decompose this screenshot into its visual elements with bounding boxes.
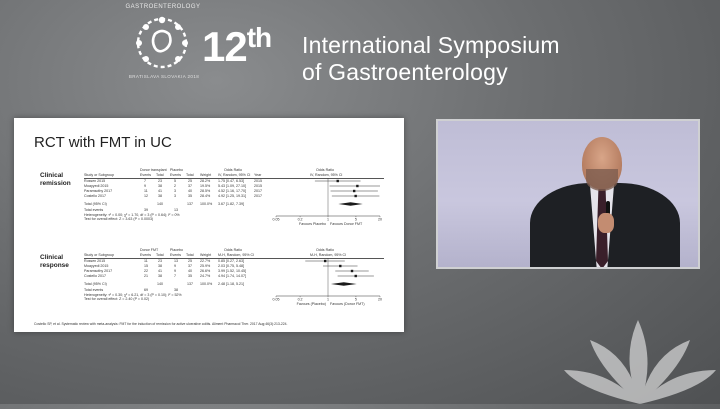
axis-tick-label: 5 — [354, 297, 357, 302]
header-plot-method: M-H, Random, 95% CI — [310, 253, 347, 257]
study-point-estimate — [324, 260, 326, 262]
group1-events: 11 — [144, 189, 148, 193]
study-point-estimate — [337, 180, 339, 182]
study-name: Rossen 2015 — [84, 179, 106, 183]
header-g2-total: Total — [186, 253, 194, 257]
header-study: Study or Subgroup — [84, 253, 114, 257]
total-ci-value: 3.67 [1.82, 7.39] — [218, 202, 244, 206]
total-ci-t2: 137 — [187, 202, 193, 206]
header-year: Year — [254, 173, 262, 177]
total-ci-label: Total (95% CI) — [84, 282, 107, 286]
heterogeneity-text: Heterogeneity: τ² = 0.30; χ² = 6.21, df = 3 (P = 0.10); I² = 52% — [84, 292, 182, 297]
group2-events: 3 — [174, 189, 176, 193]
section1-label-line1: Clinical — [40, 172, 64, 179]
study-year: 2015 — [254, 184, 262, 188]
study-name: Costello 2017 — [84, 274, 106, 278]
header-g1-total: Total — [156, 253, 164, 257]
header-g2-total: Total — [186, 173, 194, 177]
header-plot-method: IV, Random, 95% CI — [310, 173, 343, 177]
forest-plot-svg — [272, 168, 384, 238]
group1-total: 23 — [158, 259, 162, 263]
total-events-e2: 13 — [174, 208, 178, 212]
study-point-estimate — [354, 195, 356, 197]
study-name: Costello 2017 — [84, 194, 106, 198]
favours-right-label: Favours (Donor FMT) — [330, 302, 365, 306]
header-plot-title: Odds Ratio — [316, 168, 334, 172]
header-group1: Donor FMT — [140, 248, 159, 252]
group2-events: 9 — [174, 264, 176, 268]
section2-label-line2: response — [40, 262, 69, 270]
logo-location-text: BRATISLAVA SLOVAKIA 2018 — [128, 74, 200, 79]
total-ci-value: 2.48 [1.18, 5.21] — [218, 282, 244, 286]
speaker-video — [436, 119, 700, 269]
group1-total: 38 — [158, 274, 162, 278]
group1-events: 9 — [144, 184, 146, 188]
header-g1-events: Events — [140, 173, 151, 177]
speaker-beard — [586, 169, 618, 191]
group1-total: 23 — [158, 179, 162, 183]
group2-total: 40 — [188, 189, 192, 193]
speaker-hand — [598, 213, 614, 233]
total-ci-t1: 140 — [157, 282, 163, 286]
group1-events: 7 — [144, 179, 146, 183]
edition-suffix: th — [246, 22, 272, 53]
study-year: 2017 — [254, 194, 262, 198]
total-ci-t1: 140 — [157, 202, 163, 206]
axis-tick-label: 1 — [327, 297, 329, 302]
symposium-title-line1: International Symposium — [302, 32, 560, 58]
study-name: Moayyedi 2015 — [84, 264, 109, 268]
study-point-estimate — [355, 275, 357, 277]
group1-total: 38 — [158, 264, 162, 268]
event-header — [0, 0, 720, 100]
study-point-estimate — [351, 270, 353, 272]
favours-left-label: Favours Placebo — [299, 222, 326, 226]
section2-label-line1: Clinical — [40, 254, 64, 261]
group2-total: 40 — [188, 269, 192, 273]
axis-tick-label: 5 — [354, 217, 357, 222]
total-ci-label: Total (95% CI) — [84, 202, 107, 206]
study-ci: 2.03 [0.75, 5.48] — [218, 264, 244, 268]
study-year: 2017 — [254, 189, 262, 193]
group2-events: 2 — [174, 184, 176, 188]
symposium-logo — [133, 14, 191, 72]
study-name: Paramsothy 2017 — [84, 189, 113, 193]
favours-left-label: Favours (Placebo) — [296, 302, 326, 306]
group1-total: 41 — [158, 189, 162, 193]
section1-label-line2: remission — [40, 180, 71, 188]
group1-events: 15 — [144, 264, 148, 268]
group2-events: 9 — [174, 269, 176, 273]
header-g1-total: Total — [156, 173, 164, 177]
header-or-title: Odds Ratio — [224, 248, 242, 252]
overall-effect-text: Test for overall effect: Z = 2.40 (P = 0.02) — [84, 297, 150, 301]
group1-total: 41 — [158, 269, 162, 273]
group2-total: 37 — [188, 264, 192, 268]
total-ci-weight: 100.0% — [200, 202, 213, 206]
header-group2: Placebo — [170, 168, 183, 172]
section2-label — [40, 254, 69, 270]
study-name: Moayyedi 2015 — [84, 184, 109, 188]
heterogeneity-text: Heterogeneity: τ² = 0.00; χ² = 1.70, df = 3 (P = 0.64); I² = 0% — [84, 212, 180, 217]
total-ci-weight: 100.0% — [200, 282, 213, 286]
forest-plot-remission — [84, 168, 394, 238]
header-plot-title: Odds Ratio — [316, 248, 334, 252]
study-weight: 26.6% — [200, 269, 211, 273]
group2-total: 35 — [188, 274, 192, 278]
study-ci: 5.43 [1.09, 27.10] — [218, 184, 246, 188]
group2-events: 13 — [174, 259, 178, 263]
header-or-method: IV, Random, 95% CI — [218, 173, 251, 177]
group2-total: 37 — [188, 184, 192, 188]
group2-total: 25 — [188, 259, 192, 263]
edition-digit: 12 — [202, 23, 247, 70]
group1-total: 38 — [158, 184, 162, 188]
header-or-title: Odds Ratio — [224, 168, 242, 172]
lotus-decoration — [560, 300, 720, 404]
overall-effect-text: Test for overall effect: Z = 3.63 (P = 0.0003) — [84, 217, 154, 221]
header-weight: Weight — [200, 173, 212, 177]
slide-title: RCT with FMT in UC — [34, 134, 172, 151]
total-events-label: Total events — [84, 208, 104, 212]
study-weight: 28.4% — [200, 194, 211, 198]
study-weight: 24.7% — [200, 274, 211, 278]
axis-tick-label: 0.05 — [272, 297, 280, 302]
study-ci: 1.75 [0.47, 6.53] — [218, 179, 244, 183]
group1-events: 22 — [144, 269, 148, 273]
study-point-estimate — [339, 265, 341, 267]
group1-events: 12 — [144, 194, 148, 198]
pooled-estimate-diamond — [338, 202, 362, 206]
study-point-estimate — [356, 185, 358, 187]
axis-tick-label: 0.2 — [297, 297, 303, 302]
header-group2: Placebo — [170, 248, 183, 252]
group2-events: 5 — [174, 179, 176, 183]
study-weight: 28.5% — [200, 189, 211, 193]
axis-tick-label: 1 — [327, 217, 329, 222]
study-weight: 22.7% — [200, 259, 211, 263]
header-g2-events: Events — [170, 173, 181, 177]
axis-tick-label: 0.2 — [297, 217, 303, 222]
group1-events: 11 — [144, 259, 148, 263]
group2-total: 35 — [188, 194, 192, 198]
forest-plot-response — [84, 248, 394, 318]
study-ci: 0.85 [0.27, 2.63] — [218, 259, 244, 263]
group2-events: 7 — [174, 274, 176, 278]
logo-arc-text: GASTROENTEROLOGY — [125, 4, 201, 10]
total-events-e2: 38 — [174, 288, 178, 292]
study-name: Rossen 2015 — [84, 259, 106, 263]
edition-number — [202, 22, 272, 70]
header-g2-events: Events — [170, 253, 181, 257]
forest-plot-svg — [272, 248, 384, 318]
header-group1: Donor transplant — [140, 168, 167, 172]
study-weight: 19.5% — [200, 184, 211, 188]
presentation-slide — [14, 118, 404, 332]
header-weight: Weight — [200, 253, 212, 257]
axis-tick-label: 20 — [378, 297, 382, 302]
study-name: Paramsothy 2017 — [84, 269, 113, 273]
symposium-title-line2: of Gastroenterology — [302, 59, 508, 85]
study-ci: 4.92 [1.25, 19.31] — [218, 194, 246, 198]
study-ci: 4.94 [1.74, 14.07] — [218, 274, 246, 278]
group2-events: 3 — [174, 194, 176, 198]
favours-right-label: Favours Donor FMT — [330, 222, 363, 226]
study-year: 2015 — [254, 179, 262, 183]
section1-label — [40, 172, 71, 188]
pooled-estimate-diamond — [331, 282, 357, 286]
axis-tick-label: 0.05 — [272, 217, 280, 222]
total-ci-t2: 137 — [187, 282, 193, 286]
study-weight: 25.9% — [200, 264, 211, 268]
study-weight: 28.2% — [200, 179, 211, 183]
axis-tick-label: 20 — [378, 217, 382, 222]
study-ci: 4.52 [1.16, 17.70] — [218, 189, 246, 193]
group1-events: 21 — [144, 274, 148, 278]
total-events-e1: 69 — [144, 288, 148, 292]
study-ci: 3.99 [1.52, 10.45] — [218, 269, 246, 273]
group1-total: 38 — [158, 194, 162, 198]
header-g1-events: Events — [140, 253, 151, 257]
header-study: Study or Subgroup — [84, 173, 114, 177]
header-or-method: M-H, Random, 95% CI — [218, 253, 255, 257]
slide-citation: Costello SP, et al. Systematic review with meta-analysis: FMT for the induction of remission for active ulcerative colitis. Aliment Pharmacol Ther. 2017 Aug;46(3):213-224. — [34, 322, 288, 326]
group2-total: 25 — [188, 179, 192, 183]
study-point-estimate — [353, 190, 355, 192]
total-events-e1: 39 — [144, 208, 148, 212]
total-events-label: Total events — [84, 288, 104, 292]
